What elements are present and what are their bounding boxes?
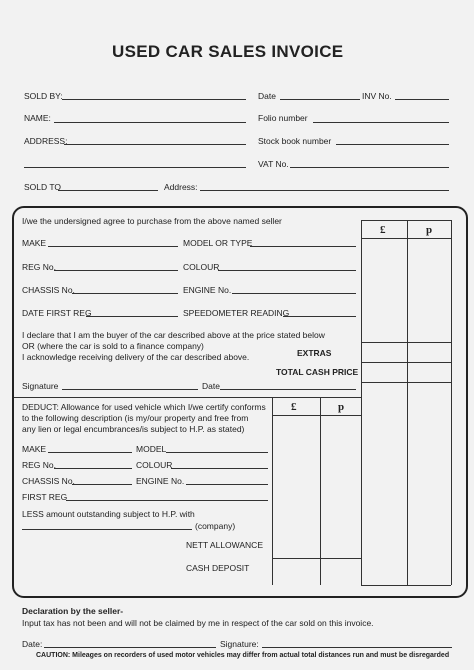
sold-to-field[interactable] [58,190,158,191]
folio-number-label: Folio number [258,113,308,123]
deduct-line-3: any lien or legal encumbrances/is subject to H.P. as stated) [22,424,245,434]
engine-no-label: ENGINE No. [183,285,232,295]
sold-by-field[interactable] [62,99,246,100]
date-field[interactable] [280,99,360,100]
allowance-make-field[interactable] [48,452,132,453]
sold-to-label: SOLD TO [24,182,62,192]
inv-no-label: INV No. [362,91,392,101]
allowance-engine-no-field[interactable] [186,484,268,485]
reg-no-field[interactable] [54,270,178,271]
signature-field[interactable] [62,389,198,390]
date-label: Date [258,91,276,101]
footer-date-field[interactable] [44,647,216,648]
total-cash-price-label: TOTAL CASH PRICE [276,367,359,377]
declaration-title: Declaration by the seller- [22,606,124,616]
declare-line-3: I acknowledge receiving delivery of the car described above. [22,352,250,362]
cash-deposit-label: CASH DEPOSIT [186,563,250,573]
deduct-line-2: to the following description (is my/our property and free from [22,413,249,423]
address2-label: Address: [164,182,198,192]
allowance-model-label: MODEL [136,444,167,454]
allowance-colour-label: COLOUR [136,460,173,470]
date-first-reg-field[interactable] [86,316,178,317]
vat-no-label: VAT No. [258,159,289,169]
signature-date-label: Date [202,381,220,391]
less-amount-label: LESS amount outstanding subject to H.P. with [22,509,195,519]
folio-number-field[interactable] [313,122,449,123]
price-col-top [361,220,451,221]
allowance-chassis-no-label: CHASSIS No. [22,476,75,486]
pound-header: £ [380,224,386,236]
price-row-line-2 [361,362,451,363]
allowance-colour-field[interactable] [171,468,268,469]
speedometer-reading-field[interactable] [283,316,356,317]
make-label: MAKE [22,238,47,248]
address-field-1[interactable] [64,144,246,145]
declare-line-2: OR (where the car is sold to a finance company) [22,341,204,351]
stock-book-number-label: Stock book number [258,136,332,146]
allowance-reg-no-field[interactable] [54,468,132,469]
allowance-model-field[interactable] [166,452,268,453]
allowance-col-header-line [272,415,361,416]
section-divider [14,397,361,398]
hp-company-field[interactable] [22,529,192,530]
purchase-intro: I/we the undersigned agree to purchase from the above named seller [22,216,282,226]
name-label: NAME: [24,113,51,123]
allowance-pound-header: £ [291,401,297,413]
signature-label: Signature [22,381,59,391]
allowance-make-label: MAKE [22,444,47,454]
allowance-first-reg-label: FIRST REG [22,492,68,502]
colour-label: COLOUR [183,262,220,272]
chassis-no-label: CHASSIS No. [22,285,75,295]
speedometer-reading-label: SPEEDOMETER READING [183,308,290,318]
declare-line-1: I declare that I am the buyer of the car described above at the price stated below [22,330,325,340]
model-or-type-field[interactable] [250,246,356,247]
allowance-engine-no-label: ENGINE No. [136,476,185,486]
date-first-reg-label: DATE FIRST REG [22,308,92,318]
address-label: ADDRESS: [24,136,68,146]
price-row-line-3 [361,382,451,383]
pence-header: p [426,224,433,236]
nett-allowance-label: NETT ALLOWANCE [186,540,263,550]
address2-field[interactable] [200,190,449,191]
price-col-left-border [361,220,362,585]
address-field-2[interactable] [24,167,246,168]
caution-note: CAUTION: Mileages on recorders of used motor vehicles may differ from actual total distances run and must be disregarded [36,652,450,659]
price-col-right-border [451,220,452,585]
allowance-pence-header: p [338,401,345,413]
footer-signature-field[interactable] [262,647,452,648]
footer-date-label: Date: [22,639,43,649]
colour-field[interactable] [218,270,356,271]
deduct-line-1: DEDUCT: Allowance for used vehicle which I/we certify conforms [22,402,266,412]
sold-by-label: SOLD BY: [24,91,63,101]
allowance-col-divider [320,398,321,585]
allowance-row-line-1 [272,558,361,559]
stock-book-number-field[interactable] [336,144,449,145]
allowance-first-reg-field[interactable] [66,500,268,501]
signature-date-field[interactable] [220,389,356,390]
company-label: (company) [195,521,236,531]
vat-no-field[interactable] [290,167,449,168]
chassis-no-field[interactable] [72,293,178,294]
engine-no-field[interactable] [232,293,356,294]
reg-no-label: REG No. [22,262,57,272]
allowance-chassis-no-field[interactable] [72,484,132,485]
footer-signature-label: Signature: [220,639,259,649]
extras-label: EXTRAS [297,348,332,358]
allowance-reg-no-label: REG No. [22,460,57,470]
price-col-header-line [361,238,451,239]
inv-no-field[interactable] [395,99,449,100]
make-field[interactable] [48,246,178,247]
price-col-bottom [361,585,451,586]
declaration-text: Input tax has not been and will not be claimed by me in respect of the car sold on this invoice. [22,618,374,628]
price-row-line-1 [361,342,451,343]
page-title: USED CAR SALES INVOICE [112,42,344,61]
model-or-type-label: MODEL OR TYPE [183,238,253,248]
name-field[interactable] [54,122,246,123]
price-col-divider [407,220,408,585]
allowance-col-left-border [272,398,273,585]
